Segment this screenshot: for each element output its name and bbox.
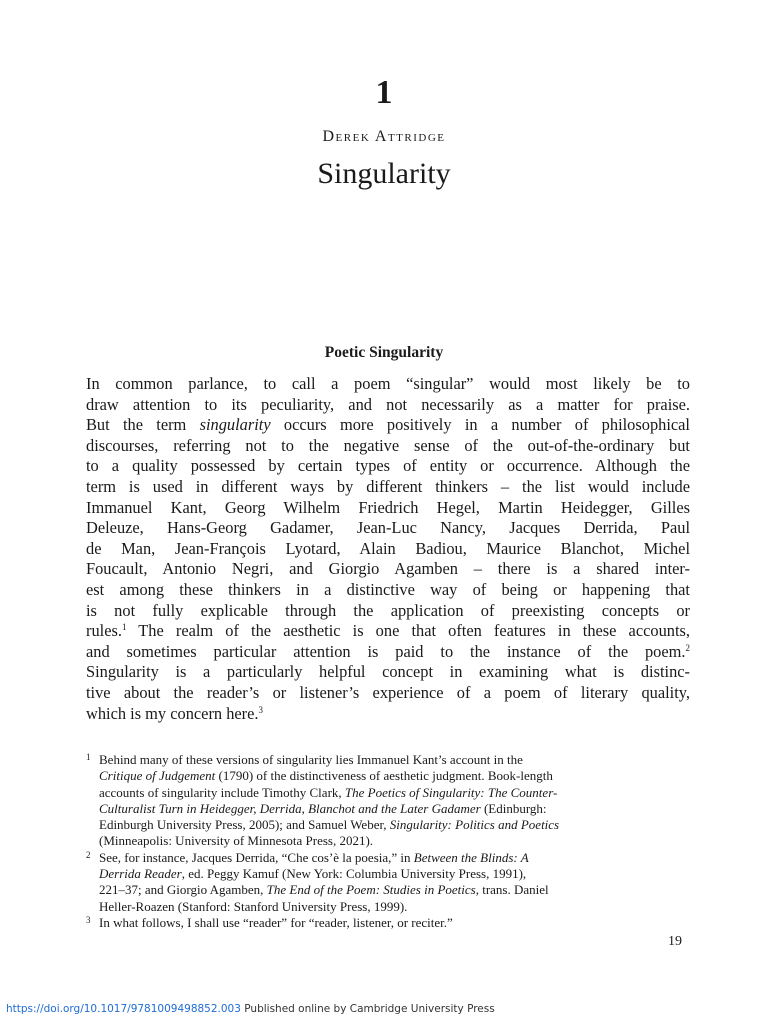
chapter-number: 1	[375, 74, 393, 111]
text-run: est among these thinkers in a distinctive way of being or happening that	[86, 579, 690, 599]
text-line	[86, 642, 690, 663]
publisher-note: Published online by Cambridge University Press	[240, 1003, 495, 1015]
footnote-mark: 1	[86, 752, 91, 762]
footnote-line	[99, 899, 690, 915]
chapter-title: Singularity	[317, 157, 451, 190]
text-line	[86, 683, 690, 704]
text-run: In what follows, I shall use “reader” for “reader, listener, or reciter.”	[99, 914, 453, 930]
text-run: discourses, referring not to the negative sense of the out-of-the-ordinary but	[86, 435, 690, 455]
footnote-line	[99, 785, 690, 801]
text-line	[86, 621, 690, 642]
text-line	[86, 477, 690, 498]
text-line	[86, 662, 690, 683]
footnote	[86, 850, 690, 915]
footnote-line	[99, 752, 690, 768]
text-run: tive about the reader’s or listener’s experience of a poem of literary quality,	[86, 682, 690, 702]
text-line	[86, 436, 690, 457]
footnote-mark: 2	[86, 849, 91, 860]
text-run: Foucault, Antonio Negri, and Giorgio Agamben – there is a shared inter-	[86, 559, 690, 579]
text-run: occurs more positively in a number of philosophical	[270, 415, 690, 435]
footnote-reference: 1	[121, 622, 127, 633]
text-run: draw attention to its peculiarity, and not necessarily as a matter for praise.	[86, 394, 690, 414]
text-line	[86, 456, 690, 477]
text-run: , trans. Daniel	[475, 882, 549, 898]
text-line	[86, 498, 690, 519]
text-run: accounts of singularity include Timothy Clark,	[99, 784, 345, 800]
footer	[6, 1003, 495, 1015]
italic-text: The End of the Poem: Studies in Poetics	[266, 882, 476, 898]
body-paragraph	[86, 374, 690, 724]
text-run: term is used in different ways by different thinkers – the list would include	[86, 476, 690, 496]
text-run: to a quality possessed by certain types of entity or occurrence. Although the	[86, 456, 690, 476]
italic-text: The Poetics of Singularity: The Counter-	[344, 784, 558, 800]
footnotes	[86, 752, 690, 931]
text-line	[86, 601, 690, 622]
text-run: Edinburgh University Press, 2005); and Samuel Weber,	[99, 817, 390, 833]
italic-text: Singularity: Politics and Poetics	[389, 817, 560, 833]
footnote-mark: 3	[86, 914, 91, 925]
italic-text: singularity	[199, 415, 271, 435]
text-line	[86, 518, 690, 539]
text-run: (Edinburgh:	[480, 800, 547, 816]
footnote	[86, 752, 690, 850]
text-line	[86, 395, 690, 416]
section-heading: Poetic Singularity	[324, 344, 444, 361]
doi-link[interactable]: https://doi.org/10.1017/9781009498852.003	[6, 1003, 241, 1015]
text-run: (Minneapolis: University of Minnesota Press, 2021).	[99, 833, 374, 849]
text-run: In common parlance, to call a poem “singular” would most likely be to	[86, 374, 690, 393]
text-run: Behind many of these versions of singularity lies Immanuel Kant’s account in the	[99, 752, 523, 767]
text-run: which is my concern here.	[86, 703, 259, 723]
footnote-reference: 3	[258, 704, 263, 715]
text-line	[86, 415, 690, 436]
italic-text: Derrida Reader	[99, 866, 182, 882]
footnote-line	[99, 866, 690, 882]
text-run: But the term	[86, 415, 200, 435]
text-run: and sometimes particular attention is paid to the instance of the poem.	[86, 641, 686, 661]
footnote-line	[99, 768, 690, 784]
text-run: Immanuel Kant, Georg Wilhelm Friedrich Hegel, Martin Heidegger, Gilles	[86, 497, 690, 517]
text-run: The realm of the aesthetic is one that often features in these accounts,	[126, 621, 690, 641]
page-number: 19	[668, 934, 682, 949]
text-run: See, for instance, Jacques Derrida, “Che cos’è la poesia,” in	[99, 849, 414, 865]
text-run: de Man, Jean-François Lyotard, Alain Badiou, Maurice Blanchot, Michel	[86, 538, 690, 558]
text-line	[86, 704, 690, 725]
text-run: (1790) of the distinctiveness of aesthetic judgment. Book-length	[215, 768, 553, 784]
footnote-line	[99, 833, 690, 849]
italic-text: Culturalist Turn in Heidegger, Derrida, Blanchot and the Later Gadamer	[99, 800, 481, 816]
italic-text: Between the Blinds: A	[413, 849, 529, 865]
text-run: 221–37; and Giorgio Agamben,	[99, 882, 267, 898]
text-line	[86, 539, 690, 560]
footnote-line	[99, 817, 690, 833]
footnote-line	[99, 850, 690, 866]
text-run: Deleuze, Hans-Georg Gadamer, Jean-Luc Nancy, Jacques Derrida, Paul	[86, 518, 690, 538]
italic-text: Critique of Judgement	[99, 768, 216, 784]
text-run: , ed. Peggy Kamuf (New York: Columbia University Press, 1991),	[181, 866, 527, 882]
text-line	[86, 374, 690, 395]
text-run: rules.	[86, 621, 122, 641]
text-run: Heller-Roazen (Stanford: Stanford University Press, 1999).	[99, 898, 408, 914]
text-line	[86, 559, 690, 580]
footnote-line	[99, 915, 690, 931]
text-run: is not fully explicable through the application of preexisting concepts or	[86, 600, 690, 620]
footnote	[86, 915, 690, 931]
text-run: Singularity is a particularly helpful concept in examining what is distinc-	[86, 662, 690, 682]
footnote-line	[99, 882, 690, 898]
footnote-reference: 2	[685, 642, 690, 653]
text-line	[86, 580, 690, 601]
chapter-author: Derek Attridge	[322, 128, 446, 145]
footnote-line	[99, 801, 690, 817]
